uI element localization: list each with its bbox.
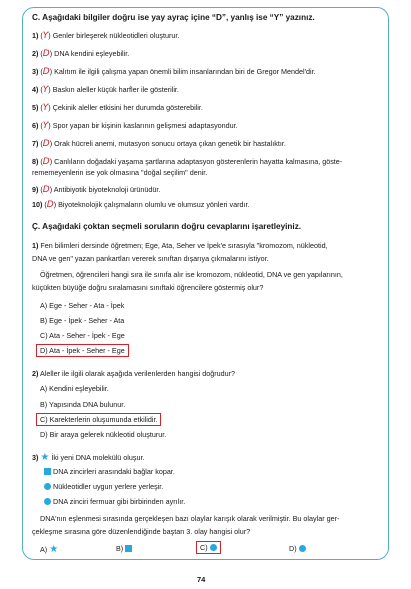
q3-event-4: DNA zinciri fermuar gibi birbirinden ayrılır.: [44, 497, 185, 506]
blob-icon: [44, 498, 51, 505]
q3-choice-d[interactable]: D): [289, 544, 306, 553]
q3-event-2: DNA zincirleri arasındaki bağlar kopar.: [44, 467, 175, 476]
tf-item-6: 6) (Y) Spor yapan bir kişinin kaslarının gelişmesi adaptasyondur.: [32, 121, 238, 131]
q1-line-3: Öğretmen, öğrencileri hangi sıra ile sınıfa alır ise kromozom, nükleotid, DNA ve gen yapılarının,: [40, 270, 343, 279]
tf-item-10: 10) (D) Biyoteknolojik çalışmaların olumlu ve olumsuz yönleri vardır.: [32, 200, 250, 210]
section-c-title: C. Aşağıdaki bilgiler doğru ise yay ayraç içine “D”, yanlış ise “Y” yazınız.: [32, 13, 315, 22]
square-icon: [125, 545, 132, 552]
circle-icon: [44, 483, 51, 490]
q2-option-a[interactable]: A) Kendini eşleyebilir.: [40, 384, 109, 393]
answer-mark: Y: [42, 103, 49, 113]
square-icon: [44, 468, 51, 475]
answer-mark: D: [42, 67, 50, 77]
q3-choice-c-selected[interactable]: C): [196, 541, 221, 554]
answer-mark: Y: [42, 121, 49, 131]
answer-mark: D: [42, 157, 50, 167]
q2-option-d[interactable]: D) Bir araya gelerek nükleotid oluşturur.: [40, 430, 167, 439]
tf-item-7: 7) (D) Orak hücreli anemi, mutasyon sonucu ortaya çıkan genetik bir hastalıktır.: [32, 139, 286, 149]
section-c2-title: Ç. Aşağıdaki çoktan seçmeli soruların doğru cevaplarını işaretleyiniz.: [32, 222, 302, 231]
tf-item-9: 9) (D) Antibiyotik biyoteknoloji ürünüdür.: [32, 185, 161, 195]
answer-mark: D: [46, 200, 54, 210]
q1-option-a[interactable]: A) Ege - Seher - Ata - İpek: [40, 301, 125, 310]
q3-choice-a[interactable]: A) ★: [40, 544, 59, 555]
answer-mark: D: [42, 139, 50, 149]
q1-line-1: 1) Fen bilimleri dersinde öğretmen; Ege, Ata, Seher ve İpek'e sırasıyla "kromozom, nükleotid,: [32, 241, 328, 250]
tf-item-8: 8) (D) Canlıların doğadaki yaşama şartlarına adaptasyon gösterenlerin hayatta kalmasına, göste-: [32, 157, 343, 167]
q3-event-1: 3) ★ İki yeni DNA molekülü oluşur.: [32, 452, 145, 463]
circle-icon: [210, 544, 217, 551]
q1-line-4: küçükten büyüğe doğru sıralamasını sınıftaki öğrencilere göstermiş olur?: [32, 283, 264, 292]
answer-mark: Y: [42, 85, 49, 95]
star-icon: ★: [40, 452, 50, 463]
q1-option-c[interactable]: C) Ata - Seher - İpek - Ege: [40, 331, 125, 340]
q1-option-d-selected[interactable]: D) Ata - İpek - Seher - Ege: [36, 344, 129, 357]
q2-line: 2) Aleller ile ilgili olarak aşağıda verilenlerden hangisi doğrudur?: [32, 369, 235, 378]
tf-item-5: 5) (Y) Çekinik aleller etkisini her durumda gösterebilir.: [32, 103, 203, 113]
page-number: 74: [197, 575, 206, 584]
q1-option-b[interactable]: B) Ege - İpek - Seher - Ata: [40, 316, 125, 325]
tf-item-3: 3) (D) Kalıtım ile ilgili çalışma yapan önemli bilim insanlarından biri de Gregor Mendel'dir.: [32, 67, 316, 77]
q3-choice-b[interactable]: B): [116, 544, 132, 553]
answer-mark: Y: [42, 31, 49, 41]
star-icon: ★: [49, 544, 59, 555]
q3-line-2: çekleşme sırasına göre düzenlendiğinde baştan 3. olay hangisi olur?: [32, 527, 251, 536]
q3-line-1: DNA'nın eşlenmesi sırasında gerçekleşen bazı olaylar karışık olarak verilmiştir. Bu olaylar ger-: [40, 514, 340, 523]
answer-mark: D: [42, 185, 50, 195]
tf-item-1: 1) (Y) Genler birleşerek nükleotidleri oluşturur.: [32, 31, 180, 41]
q2-option-c-selected[interactable]: C) Karekterlerin oluşumunda etkilidir.: [36, 413, 161, 426]
tf-item-2: 2) (D) DNA kendini eşleyebilir.: [32, 49, 130, 59]
q1-line-2: DNA ve gen" yazan pankartları vererek sınıftan dışarıya çıkmalarını istiyor.: [32, 254, 269, 263]
blob-icon: [299, 545, 306, 552]
q3-event-3: Nükleotidler uygun yerlere yerleşir.: [44, 482, 163, 491]
tf-item-4: 4) (Y) Baskın aleller küçük harfler ile gösterilir.: [32, 85, 179, 95]
q2-option-b[interactable]: B) Yapısında DNA bulunur.: [40, 400, 126, 409]
answer-mark: D: [42, 49, 50, 59]
tf-item-8-cont: rememeyenlerin ise yok olmasına "doğal seçilim" denir.: [32, 168, 208, 177]
